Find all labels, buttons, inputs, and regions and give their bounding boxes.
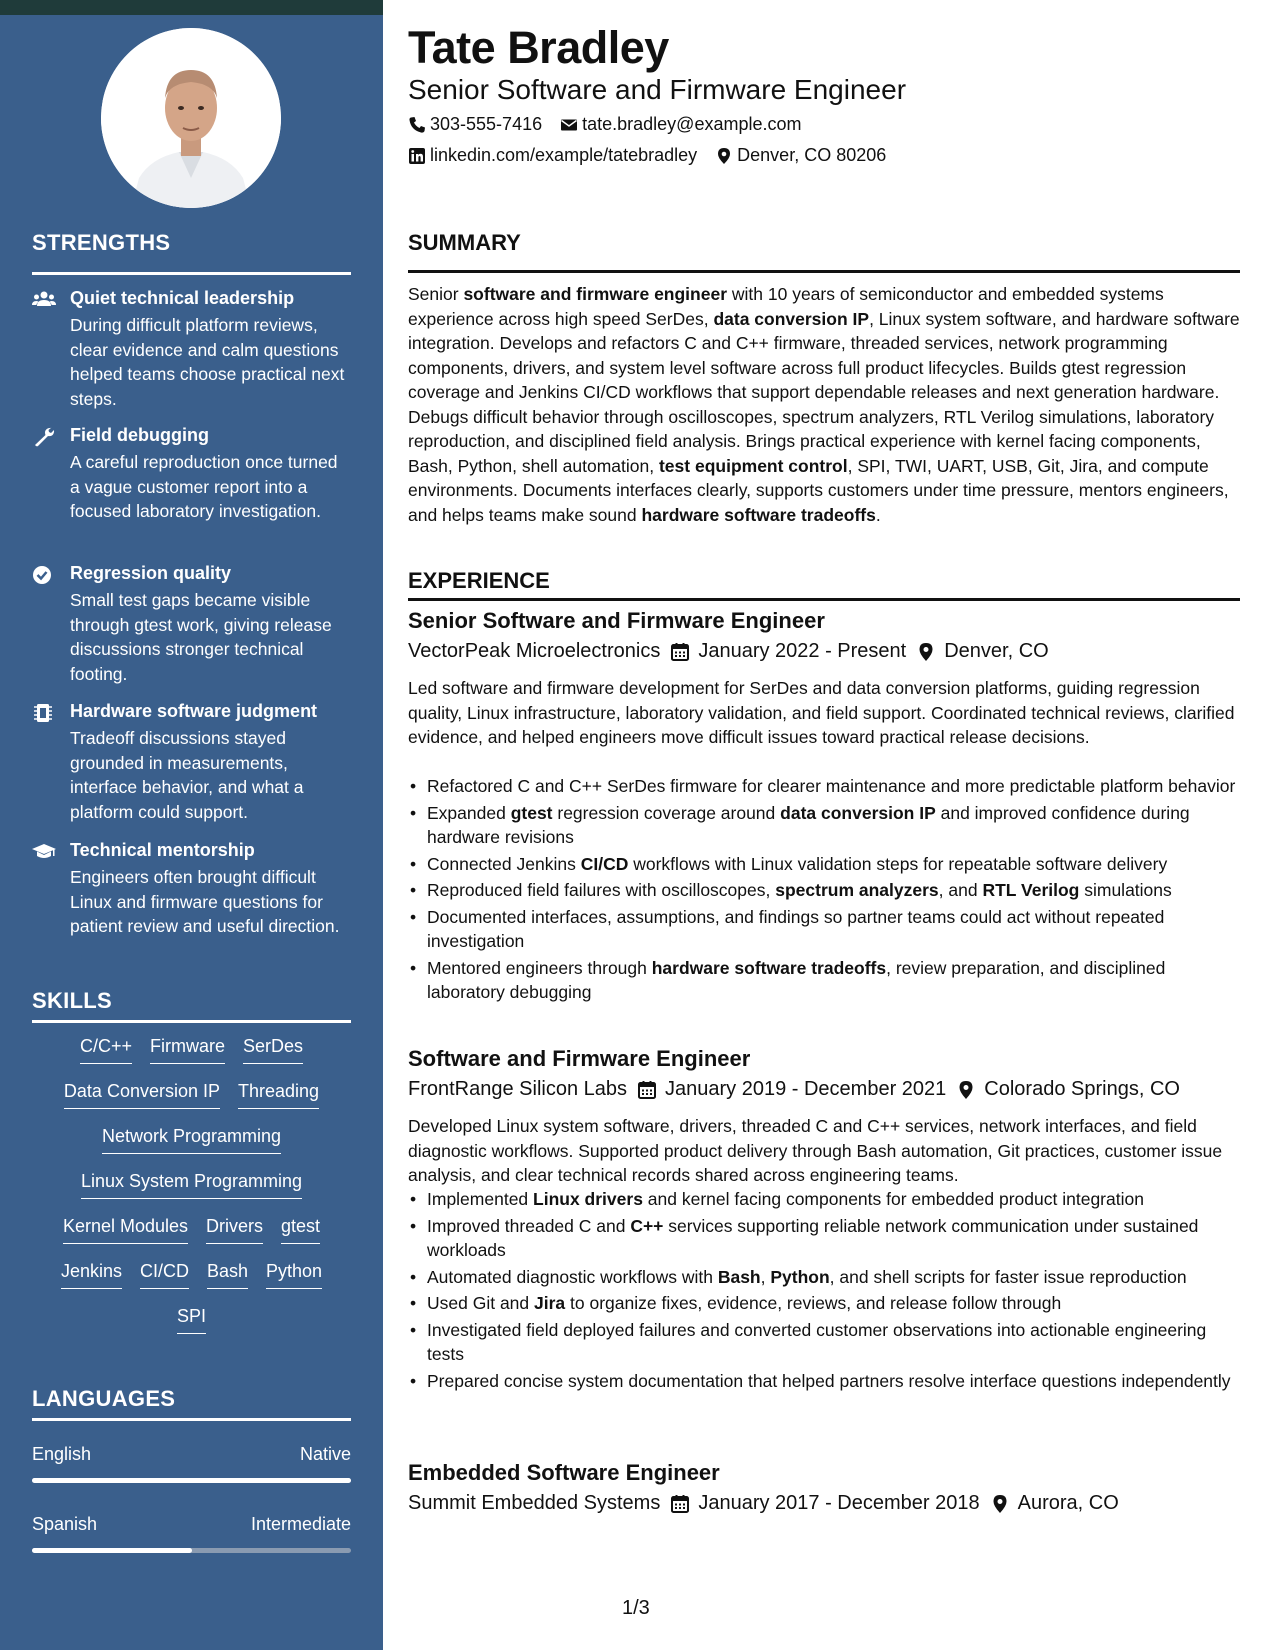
language-name: Spanish	[32, 1514, 98, 1534]
job-location-text: Denver, CO	[944, 640, 1049, 662]
skill-row	[32, 1261, 351, 1306]
skill-tag: Jenkins	[61, 1261, 122, 1289]
job-description: Developed Linux system software, drivers, threaded C and C++ services, network interfaces, and field diagnostic workflows. Supported product delivery through Bash automation, Git practices, customer issue analysis, and clear technical records shared across engineering teams.	[408, 1116, 1223, 1185]
strength-title: Quiet technical leadership	[70, 288, 295, 308]
strength-body: Small test gaps became visible through gtest work, giving release discussions stronger technical footing.	[70, 590, 332, 684]
skill-row	[32, 1036, 351, 1081]
skill-tag: CI/CD	[140, 1261, 189, 1289]
skill-row	[32, 1216, 351, 1261]
phone-icon	[408, 116, 426, 134]
job-dates	[670, 640, 906, 663]
language-bar-fill	[32, 1548, 192, 1553]
map-pin-icon	[916, 642, 936, 662]
skill-tag: Firmware	[150, 1036, 225, 1064]
job-bullet: • Used Git and Jira to organize fixes, evidence, reviews, and release follow through	[408, 1291, 1240, 1316]
job-bullet: • Implemented Linux drivers and kernel facing components for embedded product integration	[408, 1187, 1240, 1212]
language-bar-fill	[32, 1478, 351, 1483]
summary-title: SUMMARY	[408, 230, 521, 255]
skill-tag: Linux System Programming	[81, 1171, 302, 1199]
job-meta	[408, 1078, 1180, 1101]
skill-tag: gtest	[281, 1216, 320, 1244]
wrench-icon	[32, 427, 56, 447]
job-description: Led software and firmware development for SerDes and data conversion platforms, guiding regression quality, Linux infrastructure, laboratory validation, and field support. Coordinated technical reviews, clarified evidence, and helped engineers move difficult issues toward practical release decisions.	[408, 678, 1235, 747]
candidate-name: Tate Bradley	[408, 22, 669, 73]
linkedin-url: linkedin.com/example/tatebradley	[430, 145, 698, 165]
summary-text: Senior software and firmware engineer with 10 years of semiconductor and embedded systems experience across high speed SerDes, data conversion IP, Linux system software, and hardware software integration. Develops and refactors C and C++ firmware, threaded services, network programming components, drivers, and system level software across full product lifecycles. Builds gtest regression coverage and Jenkins CI/CD workflows that support dependable releases and next generation hardware. Debugs difficult behavior through oscilloscopes, spectrum analyzers, RTL Verilog simulations, laboratory reproduction, and disciplined field analysis. Brings practical experience with kernel facing components, Bash, Python, shell automation, test equipment control, SPI, TWI, UART, USB, Git, Jira, and compute environments. Documents interfaces clearly, supports customers under time pressure, mentors engineers, and helps teams make sound hardware software tradeoffs.	[408, 284, 1240, 525]
contact-row	[408, 114, 801, 135]
job-meta	[408, 1492, 1119, 1515]
job-location-text: Aurora, CO	[1017, 1492, 1119, 1514]
company-name: Summit Embedded Systems	[408, 1492, 661, 1514]
job-title: Embedded Software Engineer	[408, 1460, 720, 1485]
language-bar	[32, 1478, 351, 1483]
sidebar	[0, 0, 383, 1650]
skills-rule	[32, 1020, 351, 1023]
skill-tag: Bash	[207, 1261, 248, 1289]
job-location	[916, 640, 1048, 663]
job-bullet: • Investigated field deployed failures and converted customer observations into actionable engineering tests	[408, 1318, 1240, 1367]
strength-title: Regression quality	[70, 563, 232, 583]
calendar-icon	[637, 1080, 657, 1100]
job-location-text: Colorado Springs, CO	[984, 1078, 1180, 1100]
language-level: Intermediate	[250, 1514, 351, 1534]
skill-tag: SerDes	[243, 1036, 303, 1064]
chip-icon	[32, 703, 56, 723]
users-icon	[32, 290, 56, 310]
skill-tag: Python	[266, 1261, 322, 1289]
languages-rule	[32, 1418, 351, 1421]
strength-body: Tradeoff discussions stayed grounded in measurements, interface behavior, and what a platform could support.	[70, 728, 304, 822]
job-dates-text: January 2017 - December 2018	[698, 1492, 980, 1514]
skills-list	[32, 1036, 351, 1351]
phone-contact[interactable]	[408, 114, 542, 135]
job-bullet: • Reproduced field failures with oscilloscopes, spectrum analyzers, and RTL Verilog simulations	[408, 878, 1240, 903]
job-bullet: • Refactored C and C++ SerDes firmware for clearer maintenance and more predictable platform behavior	[408, 774, 1240, 799]
language-bar	[32, 1548, 351, 1553]
skill-row	[32, 1171, 351, 1216]
email-address: tate.bradley@example.com	[582, 114, 802, 134]
skill-row	[32, 1126, 351, 1171]
skill-tag: Data Conversion IP	[64, 1081, 220, 1109]
job-title: Senior Software and Firmware Engineer	[408, 608, 825, 633]
skill-tag: Network Programming	[102, 1126, 281, 1154]
job-dates-text: January 2022 - Present	[698, 640, 907, 662]
calendar-icon	[670, 1494, 690, 1514]
job-bullets	[408, 1187, 1240, 1395]
location-contact	[715, 145, 886, 166]
company-name: FrontRange Silicon Labs	[408, 1078, 628, 1100]
skill-row	[32, 1306, 351, 1351]
skills-title: SKILLS	[32, 988, 113, 1013]
avatar	[101, 28, 281, 208]
page-number: 1/3	[622, 1597, 650, 1619]
check-circle-icon	[32, 565, 56, 585]
map-pin-icon	[956, 1080, 976, 1100]
strengths-title: STRENGTHS	[32, 230, 171, 255]
strength-body: During difficult platform reviews, clear evidence and calm questions helped teams choose practical next steps.	[70, 315, 345, 409]
job-bullet: • Automated diagnostic workflows with Bash, Python, and shell scripts for faster issue reproduction	[408, 1265, 1240, 1290]
job-dates	[670, 1492, 979, 1515]
email-contact[interactable]	[560, 114, 801, 135]
job-location	[956, 1078, 1180, 1101]
company-name: VectorPeak Microelectronics	[408, 640, 661, 662]
linkedin-contact[interactable]	[408, 145, 697, 166]
map-pin-icon	[715, 147, 733, 165]
job-bullet: • Prepared concise system documentation that helped partners resolve interface questions independently	[408, 1369, 1240, 1394]
skill-tag: Threading	[238, 1081, 319, 1109]
skill-tag: Kernel Modules	[63, 1216, 188, 1244]
graduation-cap-icon	[32, 842, 56, 862]
phone-number: 303-555-7416	[430, 114, 543, 134]
skill-tag: C/C++	[80, 1036, 132, 1064]
job-location	[990, 1492, 1119, 1515]
strengths-rule	[32, 272, 351, 275]
experience-rule	[408, 598, 1240, 601]
job-meta	[408, 640, 1049, 663]
candidate-headline: Senior Software and Firmware Engineer	[408, 74, 907, 105]
envelope-icon	[560, 116, 578, 134]
strength-title: Field debugging	[70, 425, 209, 445]
summary-rule	[408, 270, 1240, 273]
skill-row	[32, 1081, 351, 1126]
linkedin-icon	[408, 147, 426, 165]
job-bullet: • Mentored engineers through hardware software tradeoffs, review preparation, and disciplined laboratory debugging	[408, 956, 1240, 1005]
sidebar-top-bar	[0, 0, 383, 15]
job-dates	[637, 1078, 946, 1101]
language-level: Native	[299, 1444, 351, 1464]
strength-body: A careful reproduction once turned a vague customer report into a focused laboratory investigation.	[70, 452, 338, 521]
job-bullet: • Documented interfaces, assumptions, and findings so partner teams could act without repeated investigation	[408, 905, 1240, 954]
job-bullet: • Connected Jenkins CI/CD workflows with Linux validation steps for repeatable software delivery	[408, 852, 1240, 877]
languages-title: LANGUAGES	[32, 1386, 176, 1411]
strength-title: Hardware software judgment	[70, 701, 318, 721]
map-pin-icon	[990, 1494, 1010, 1514]
job-dates-text: January 2019 - December 2021	[665, 1078, 947, 1100]
language-name: English	[32, 1444, 92, 1464]
strength-body: Engineers often brought difficult Linux and firmware questions for patient review and useful direction.	[70, 867, 340, 936]
job-bullet: • Improved threaded C and C++ services supporting reliable network communication under sustained workloads	[408, 1214, 1240, 1263]
skill-tag: Drivers	[206, 1216, 263, 1244]
job-title: Software and Firmware Engineer	[408, 1046, 751, 1071]
job-bullets	[408, 774, 1240, 1007]
location-text: Denver, CO 80206	[737, 145, 887, 165]
job-bullet: • Expanded gtest regression coverage around data conversion IP and improved confidence during hardware revisions	[408, 801, 1240, 850]
contact-row	[408, 145, 886, 166]
experience-title: EXPERIENCE	[408, 568, 550, 593]
skill-tag: SPI	[177, 1306, 206, 1334]
calendar-icon	[670, 642, 690, 662]
strength-title: Technical mentorship	[70, 840, 255, 860]
